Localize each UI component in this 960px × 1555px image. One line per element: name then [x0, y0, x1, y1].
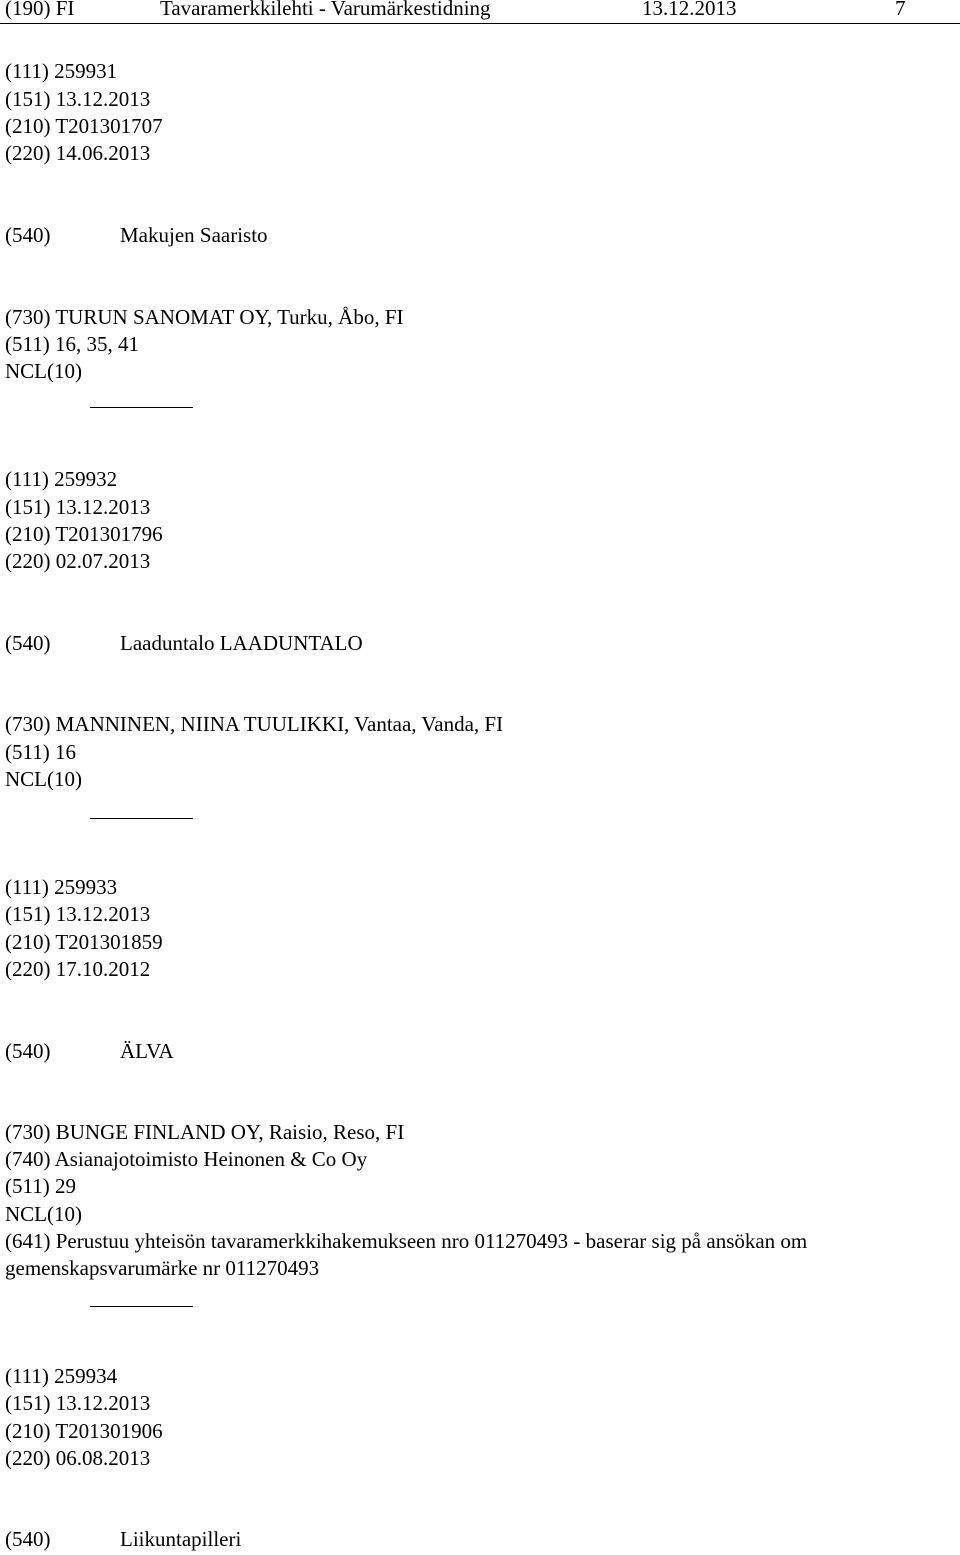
- entry-separator: [90, 407, 193, 408]
- filing-date: (220) 02.07.2013: [5, 549, 151, 573]
- page-number: 7: [895, 0, 906, 20]
- agent: (740) Asianajotoimisto Heinonen & Co Oy: [5, 1147, 368, 1171]
- ncl-edition: NCL(10): [5, 767, 82, 791]
- registration-number: (111) 259933: [5, 875, 118, 899]
- mark-code: (540): [5, 1527, 51, 1551]
- registration-number: (111) 259932: [5, 467, 118, 491]
- filing-date: (220) 17.10.2012: [5, 957, 151, 981]
- ncl-edition: NCL(10): [5, 1202, 82, 1226]
- mark-code: (540): [5, 1039, 51, 1063]
- ncl-edition: NCL(10): [5, 359, 82, 383]
- mark-text: ÄLVA: [120, 1039, 174, 1063]
- mark-text: Makujen Saaristo: [120, 223, 268, 247]
- classes: (511) 16: [5, 740, 76, 764]
- application-number: (210) T201301859: [5, 930, 163, 954]
- holder: (730) BUNGE FINLAND OY, Raisio, Reso, FI: [5, 1120, 405, 1144]
- seniority-note-line-2: gemenskapsvarumärke nr 011270493: [5, 1256, 320, 1280]
- application-number: (210) T201301796: [5, 522, 163, 546]
- mark-text: Laaduntalo LAADUNTALO: [120, 631, 363, 655]
- application-number: (210) T201301707: [5, 114, 163, 138]
- mark-text: Liikuntapilleri: [120, 1527, 242, 1551]
- entry-separator: [90, 1306, 193, 1307]
- filing-date: (220) 14.06.2013: [5, 141, 151, 165]
- classes: (511) 16, 35, 41: [5, 332, 139, 356]
- holder: (730) MANNINEN, NIINA TUULIKKI, Vantaa, Vanda, FI: [5, 712, 504, 736]
- publication-code: (190) FI: [5, 0, 75, 20]
- publication-title: Tavaramerkkilehti - Varumärkestidning: [160, 0, 491, 20]
- publication-date: 13.12.2013: [642, 0, 737, 20]
- classes: (511) 29: [5, 1174, 76, 1198]
- registration-date: (151) 13.12.2013: [5, 902, 151, 926]
- registration-date: (151) 13.12.2013: [5, 87, 151, 111]
- holder: (730) TURUN SANOMAT OY, Turku, Åbo, FI: [5, 305, 404, 329]
- mark-code: (540): [5, 223, 51, 247]
- entry-separator: [90, 818, 193, 819]
- mark-code: (540): [5, 631, 51, 655]
- application-number: (210) T201301906: [5, 1419, 163, 1443]
- registration-number: (111) 259931: [5, 59, 118, 83]
- seniority-note-line-1: (641) Perustuu yhteisön tavaramerkkihakemukseen nro 011270493 - baserar sig på ansökan om: [5, 1229, 808, 1253]
- filing-date: (220) 06.08.2013: [5, 1446, 151, 1470]
- header-rule: [0, 23, 960, 24]
- registration-number: (111) 259934: [5, 1364, 118, 1388]
- registration-date: (151) 13.12.2013: [5, 495, 151, 519]
- registration-date: (151) 13.12.2013: [5, 1391, 151, 1415]
